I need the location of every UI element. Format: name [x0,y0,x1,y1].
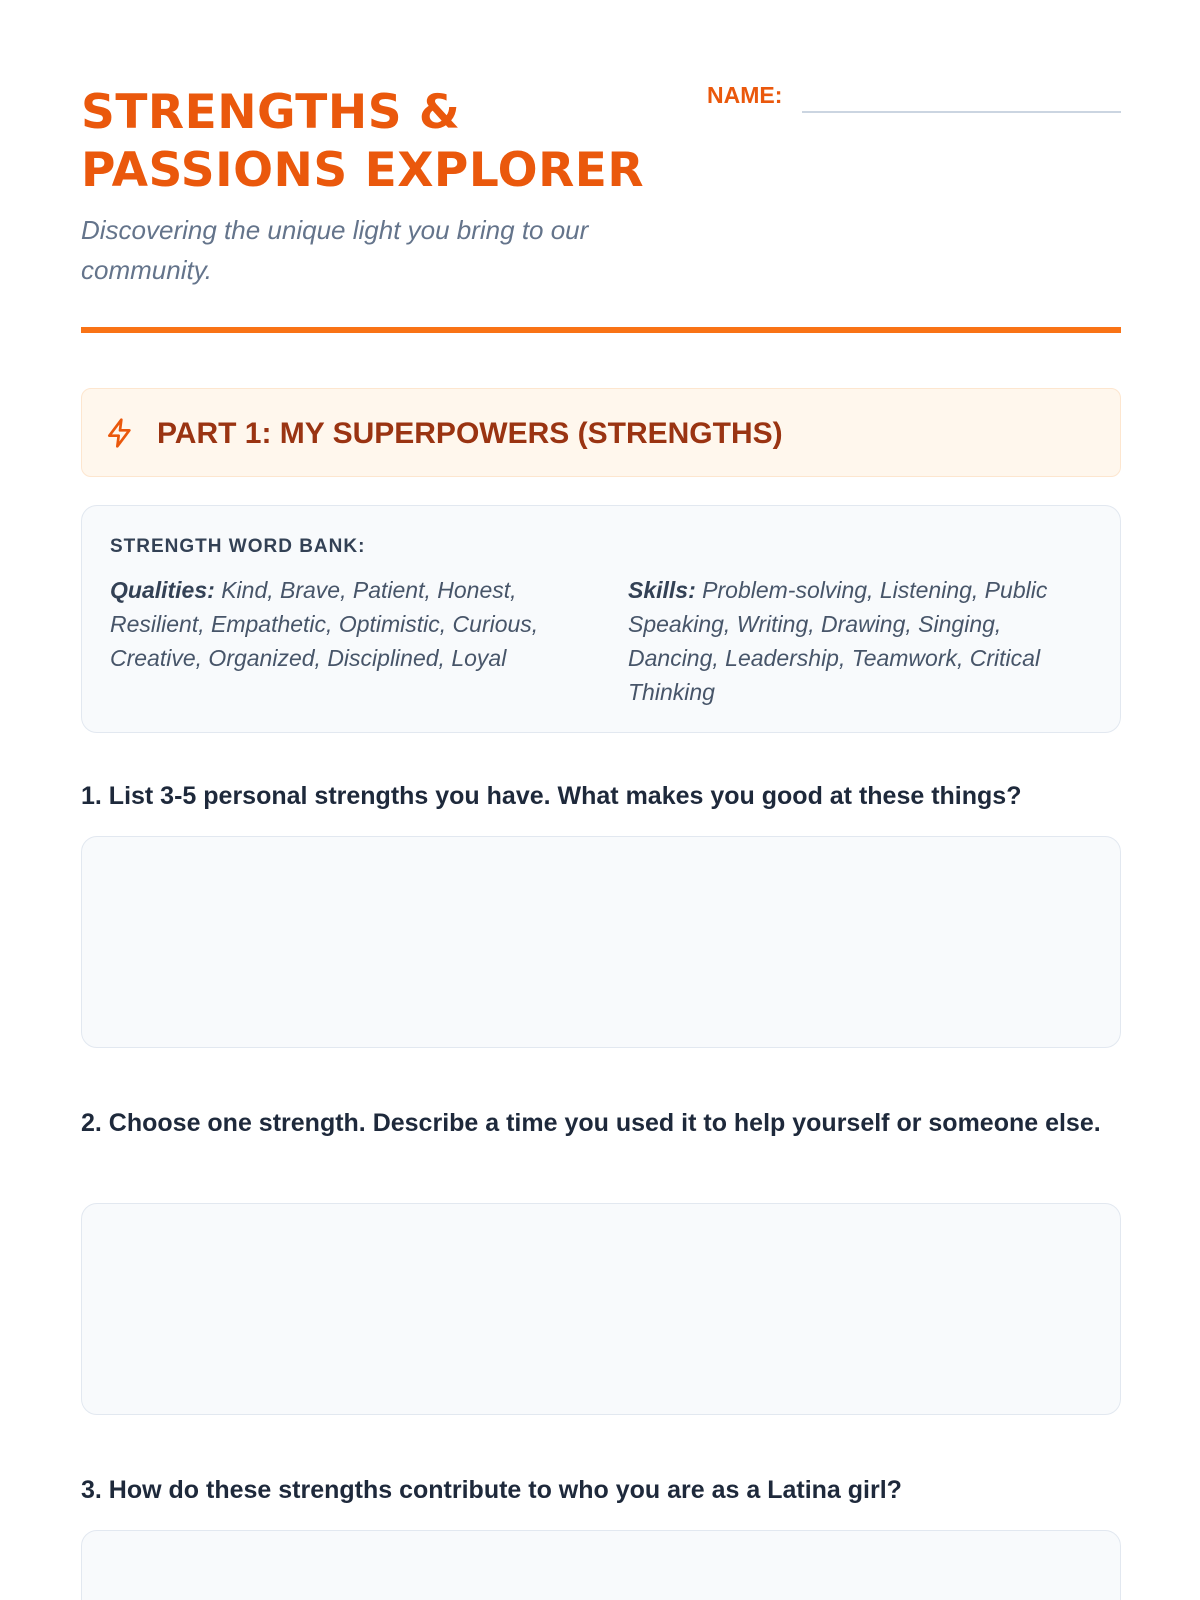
skills-text: Problem-solving, Listening, Public Speaking, Writing, Drawing, Singing, Dancing, Leadership, Teamwork, Critical Thinking [628,577,1048,705]
worksheet-header [81,0,1121,334]
name-field[interactable] [802,111,1121,113]
skills-label: Skills: [628,577,696,603]
qualities-label: Qualities: [110,577,215,603]
qualities-text: Kind, Brave, Patient, Honest, Resilient, Empathetic, Optimistic, Curious, Creative, Organized, Disciplined, Loyal [110,577,539,671]
answer-box-1[interactable] [81,836,1121,1048]
word-bank-title: STRENGTH WORD BANK: [110,536,366,557]
question-1: 1. List 3-5 personal strengths you have. What makes you good at these things? [81,782,1022,810]
title-line-1: STRENGTHS & [81,85,461,140]
part1-title: PART 1: MY SUPERPOWERS (STRENGTHS) [157,417,783,450]
part1-banner [81,388,1121,477]
worksheet-subtitle: Discovering the unique light you bring to our community. [81,215,589,285]
answer-box-2[interactable] [81,1203,1121,1415]
question-2: 2. Choose one strength. Describe a time you used it to help yourself or someone else. [81,1109,1101,1137]
name-label: NAME: [707,82,783,108]
skills-list [628,573,1098,709]
answer-box-3[interactable] [81,1530,1121,1600]
strength-word-bank [81,505,1121,733]
qualities-list [110,573,580,675]
lightning-bolt-icon [104,417,136,449]
question-3: 3. How do these strengths contribute to who you are as a Latina girl? [81,1476,902,1504]
title-line-2: PASSIONS EXPLORER [81,143,645,198]
worksheet-page [81,0,1121,1504]
worksheet-title [81,84,681,200]
header-divider [81,327,1121,333]
